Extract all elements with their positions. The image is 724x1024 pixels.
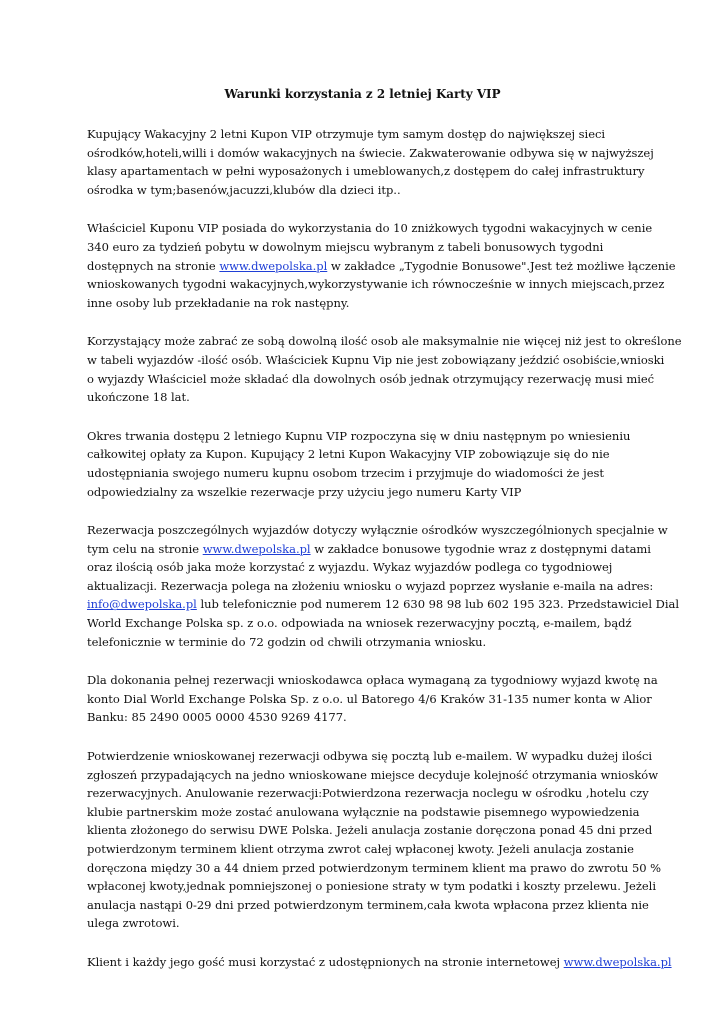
text-line <box>87 747 653 766</box>
text-segment: Dla dokonania pełnej rezerwacji wnioskodawca opłaca wymaganą za tygodniowy wyjazd kwotę na <box>87 673 658 688</box>
text-line <box>87 238 638 257</box>
paragraph <box>87 332 682 406</box>
text-segment: Właściciel Kuponu VIP posiada do wykorzystania do 10 zniżkowych tygodni wakacyjnych w cenie <box>87 221 653 236</box>
text-segment: ośrodka w tym;basenów,jacuzzi,klubów dla dzieci itp.. <box>87 182 401 197</box>
text-segment: odpowiedzialny za wszelkie rezerwacje przy użyciu jego numeru Karty VIP <box>87 484 522 499</box>
text-line <box>87 840 638 859</box>
text-line <box>87 370 655 389</box>
text-line <box>87 144 654 163</box>
text-line <box>87 821 653 840</box>
text-segment: w zakładce „Tygodnie Bonusowe".Jest też możliwe łączenie <box>327 258 676 273</box>
text-segment: klasy apartamentach w pełni wyposażonych i umeblowanych,z dostępem do całej infrastruktury <box>87 164 645 179</box>
text-line <box>87 294 638 313</box>
text-line <box>87 483 638 502</box>
website-link[interactable]: www.dwepolska.pl <box>202 541 311 556</box>
text-line <box>87 914 638 933</box>
text-line <box>87 896 649 915</box>
text-segment: wpłaconej kwoty,jednak pomniejszonej o poniesione straty w tym podatki i koszty przelewu. Jeżeli <box>87 879 656 894</box>
text-segment: 340 euro za tydzień pobytu w dowolnym miejscu wybranym z tabeli bonusowych tygodni <box>87 239 604 254</box>
text-line <box>87 181 638 200</box>
email-link[interactable]: info@dwepolska.pl <box>87 597 197 612</box>
text-line <box>87 803 638 822</box>
text-line <box>87 332 682 351</box>
paragraph <box>87 219 676 312</box>
text-line <box>87 162 645 181</box>
text-segment: doręczona między 30 a 44 dniem przed potwierdzonym terminem klient ma prawo do zwrotu 50 % <box>87 860 662 875</box>
text-segment: w tabeli wyjazdów -ilość osób. Właściciek Kupnu Vip nie jest zobowiązany jeździć osobiście,wnioski <box>87 352 665 367</box>
document-title: Warunki korzystania z 2 letniej Karty VIP <box>224 87 501 101</box>
text-segment: ośrodków,hoteli,willi i domów wakacyjnych na świecie. Zakwaterowanie odbywa się w najwyższej <box>87 145 654 160</box>
text-segment: dostępnych na stronie <box>87 258 220 273</box>
text-line <box>87 614 638 633</box>
text-line <box>87 953 672 972</box>
text-segment: Korzystający może zabrać ze sobą dowolną ilość osob ale maksymalnie nie więcej niż jest to określone <box>87 334 682 349</box>
text-segment: Kupujący Wakacyjny 2 letni Kupon VIP otrzymuje tym samym dostęp do największej sieci <box>87 127 606 141</box>
text-line <box>87 595 679 614</box>
text-segment: Klient i każdy jego gość musi korzystać z udostępnionych na stronie internetowej <box>87 954 564 969</box>
text-segment: potwierdzonym terminem klient otrzyma zwrot całej wpłaconej kwoty. Jeżeli anulacja zostanie <box>87 842 634 856</box>
text-line <box>87 427 638 446</box>
text-line <box>87 275 665 294</box>
text-line <box>87 257 676 276</box>
text-line <box>87 445 638 464</box>
paragraph <box>87 521 679 651</box>
text-line <box>87 219 653 238</box>
website-link[interactable]: www.dwepolska.pl <box>219 258 328 273</box>
text-segment: udostępniania swojego numeru kupnu osobom trzecim i przyjmuje do wiadomości że jest <box>87 465 604 480</box>
text-segment: World Exchange Polska sp. z o.o. odpowiada na wniosek rezerwacyjny pocztą, e-mailem, bądź <box>87 616 632 631</box>
text-segment: telefonicznie w terminie do 72 godzin od chwili otrzymania wniosku. <box>87 634 487 649</box>
text-line <box>87 766 659 785</box>
text-segment: wnioskowanych tygodni wakacyjnych,wykorzystywanie ich równocześnie w innych miejscach,przez <box>87 277 665 292</box>
paragraph <box>87 427 638 501</box>
text-line <box>87 464 638 483</box>
text-segment: zgłoszeń przypadających na jedno wnioskowane miejsce decyduje kolejność otrzymania wniosków <box>87 767 659 782</box>
website-link[interactable]: www.dwepolska.pl <box>563 954 672 969</box>
text-line <box>87 784 649 803</box>
text-segment: konto Dial World Exchange Polska Sp. z o.o. ul Batorego 4/6 Kraków 31-135 numer konta w Alior <box>87 691 652 706</box>
text-segment: całkowitej opłaty za Kupon. Kupujący 2 letni Kupon Wakacyjny VIP zobowiązuje się do nie <box>87 447 610 462</box>
text-segment: ulega zwrotowi. <box>87 916 180 931</box>
text-segment: o wyjazdy Właściciel może składać dla dowolnych osób jednak otrzymujący rezerwację musi mieć <box>87 371 655 386</box>
text-segment: Okres trwania dostępu 2 letniego Kupnu VIP rozpoczyna się w dniu następnym po wniesieniu <box>87 428 631 443</box>
text-segment: Banku: 85 2490 0005 0000 4530 9269 4177. <box>87 710 347 725</box>
text-segment: w zakładce bonusowe tygodnie wraz z dostępnymi datami <box>310 541 651 556</box>
text-line <box>87 521 668 540</box>
paragraph <box>87 671 658 727</box>
text-line <box>87 690 652 709</box>
text-segment: rezerwacyjnych. Anulowanie rezerwacji:Potwierdzona rezerwacja noclegu w ośrodku ,hotelu czy <box>87 786 649 801</box>
text-line <box>87 633 638 652</box>
text-segment: lub telefonicznie pod numerem 12 630 98 98 lub 602 195 323. Przedstawiciel Dial <box>196 597 679 612</box>
text-line <box>87 388 638 407</box>
text-segment: tym celu na stronie <box>87 541 203 556</box>
text-line <box>87 351 665 370</box>
text-line <box>87 671 658 690</box>
text-segment: oraz ilością osób jaka może korzystać z wyjazdu. Wykaz wyjazdów podlega co tygodniowej <box>87 560 613 575</box>
text-segment: klienta złożonego do serwisu DWE Polska. Jeżeli anulacja zostanie doręczona ponad 45 dni przed <box>87 823 653 838</box>
text-segment: anulacja nastąpi 0-29 dni przed potwierdzonym terminem,cała kwota wpłacona przez klienta nie <box>87 897 649 912</box>
text-segment: klubie partnerskim może zostać anulowana wyłącznie na podstawie pisemnego wypowiedzenia <box>87 804 640 819</box>
text-line <box>87 558 638 577</box>
text-line <box>87 877 656 896</box>
document-body <box>87 125 682 972</box>
text-segment: aktualizacji. Rezerwacja polega na złożeniu wniosku o wyjazd poprzez wysłanie e-maila na adres: <box>87 578 654 593</box>
paragraph <box>87 125 654 199</box>
text-segment: Rezerwacja poszczególnych wyjazdów dotyczy wyłącznie ośrodków wyszczególnionych specjalnie w <box>87 523 668 538</box>
text-segment: ukończone 18 lat. <box>87 390 190 405</box>
text-line <box>87 708 638 727</box>
paragraph <box>87 953 672 972</box>
text-line <box>87 125 638 144</box>
text-line <box>87 859 662 878</box>
text-segment: Potwierdzenie wnioskowanej rezerwacji odbywa się pocztą lub e-mailem. W wypadku dużej ilości <box>87 749 653 764</box>
text-line <box>87 540 651 559</box>
text-segment: inne osoby lub przekładanie na rok następny. <box>87 295 350 310</box>
text-line <box>87 577 654 596</box>
paragraph <box>87 747 662 933</box>
